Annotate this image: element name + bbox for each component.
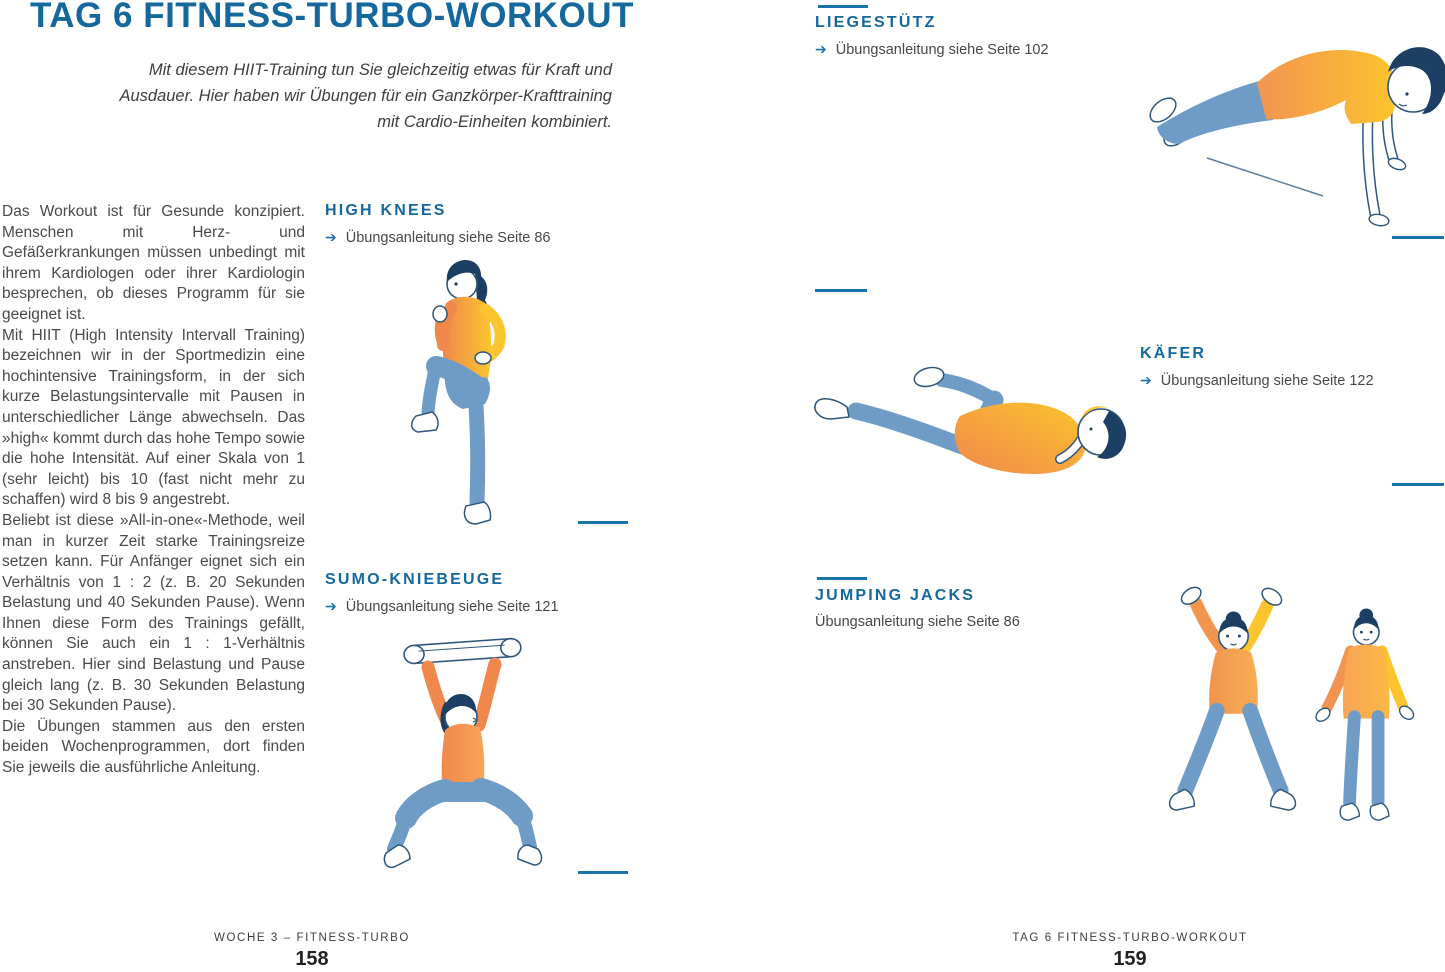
arrow-right-icon: ➔ bbox=[325, 229, 337, 245]
running-head: WOCHE 3 – FITNESS-TURBO bbox=[214, 932, 410, 944]
arrow-right-icon: ➔ bbox=[325, 598, 337, 614]
exercise-ref-label: Übungsanleitung siehe Seite 121 bbox=[345, 599, 559, 615]
section-divider-rule bbox=[578, 521, 628, 524]
body-paragraph: Mit HIIT (High Intensity Intervall Training) bezeichnen wir in der Sportmedizin eine hochintensive Trainingsform, in der sich kurze Belastungsintervalle mit Pausen in unterschiedlicher Länge abwechseln. Das »high« kommt durch das hohe Tempo sowie die hohe Intensität. Auf einer Skala von 1 (sehr leicht) bis 10 (fast nicht mehr zu schaffen) wird 8 bis 9 angestrebt. bbox=[2, 326, 305, 509]
page-number: 159 bbox=[1113, 948, 1147, 970]
section-divider-rule bbox=[815, 289, 867, 292]
section-jumping-jacks bbox=[815, 587, 1020, 630]
exercise-ref-label: Übungsanleitung siehe Seite 122 bbox=[1160, 373, 1374, 389]
exercise-ref-sumo-kniebeuge bbox=[325, 598, 559, 615]
section-high-knees bbox=[325, 202, 551, 246]
section-divider-rule bbox=[578, 871, 628, 874]
high-knees-illustration bbox=[395, 253, 530, 538]
section-divider-rule bbox=[817, 577, 867, 580]
exercise-heading-liegestuetz: LIEGESTÜTZ bbox=[815, 14, 937, 31]
body-paragraph: Die Übungen stammen aus den ersten beiden Wochenprogrammen, dort finden Sie jeweils die ausführliche Anleitung. bbox=[2, 717, 305, 777]
footer-right bbox=[980, 932, 1280, 971]
section-sumo-kniebeuge bbox=[325, 571, 559, 615]
exercise-ref-high-knees bbox=[325, 229, 551, 246]
body-paragraph: Beliebt ist diese »All-in-one«-Methode, weil man in kurzer Zeit starke Trainingsreize setzen kann. Für Anfänger eignet sich ein Verhältnis von 1 : 2 (z. B. 20 Sekunden Belastung und 40 Sekunden Pause). Wenn Ihnen diese Form des Trainings gefällt, können Sie auch ein 1 : 1-Verhältnis anstreben. Hier sind Belastung und Pause gleich lang (z. B. 30 Sekunden Belastung bei 30 Sekunden Pause). bbox=[2, 511, 305, 715]
exercise-ref-jumping-jacks bbox=[815, 614, 1020, 630]
section-divider-rule bbox=[1392, 236, 1444, 239]
footer-left bbox=[162, 932, 462, 971]
intro-text: Mit diesem HIIT-Training tun Sie gleichzeitig etwas für Kraft und Ausdauer. Hier haben wir Übungen für ein Ganzkörper-Krafttraining mit Cardio-Einheiten kombiniert. bbox=[119, 61, 612, 131]
exercise-ref-label: Übungsanleitung siehe Seite 86 bbox=[815, 614, 1020, 630]
section-kaefer bbox=[1140, 345, 1374, 389]
exercise-heading-sumo-kniebeuge: SUMO-KNIEBEUGE bbox=[325, 571, 505, 588]
exercise-ref-kaefer bbox=[1140, 372, 1374, 389]
arrow-right-icon: ➔ bbox=[1140, 372, 1152, 388]
section-liegestuetz bbox=[815, 14, 1049, 58]
sumo-squat-illustration bbox=[383, 630, 563, 880]
page-number: 158 bbox=[295, 948, 329, 970]
push-up-illustration bbox=[1145, 28, 1445, 253]
exercise-heading-high-knees: HIGH KNEES bbox=[325, 202, 447, 219]
exercise-ref-label: Übungsanleitung siehe Seite 86 bbox=[345, 230, 551, 246]
kaefer-dead-bug-illustration bbox=[810, 360, 1130, 500]
running-head: TAG 6 FITNESS-TURBO-WORKOUT bbox=[1012, 932, 1248, 944]
exercise-heading-kaefer: KÄFER bbox=[1140, 345, 1207, 362]
section-divider-rule bbox=[818, 5, 868, 8]
body-text bbox=[2, 202, 305, 779]
page-title: TAG 6 FITNESS-TURBO-WORKOUT bbox=[30, 0, 634, 35]
body-paragraph: Das Workout ist für Gesunde konzipiert. Menschen mit Herz- und Gefäßerkrankungen müssen unbedingt mit ihrem Kardiologen oder ihrer Kardiologin besprechen, ob dieses Programm für sie geeignet ist. bbox=[2, 203, 305, 323]
exercise-ref-liegestuetz bbox=[815, 41, 1049, 58]
section-divider-rule bbox=[1392, 483, 1444, 486]
jumping-jacks-illustration bbox=[1145, 580, 1440, 875]
arrow-right-icon: ➔ bbox=[815, 41, 827, 57]
exercise-ref-label: Übungsanleitung siehe Seite 102 bbox=[835, 42, 1049, 58]
exercise-heading-jumping-jacks: JUMPING JACKS bbox=[815, 587, 976, 604]
